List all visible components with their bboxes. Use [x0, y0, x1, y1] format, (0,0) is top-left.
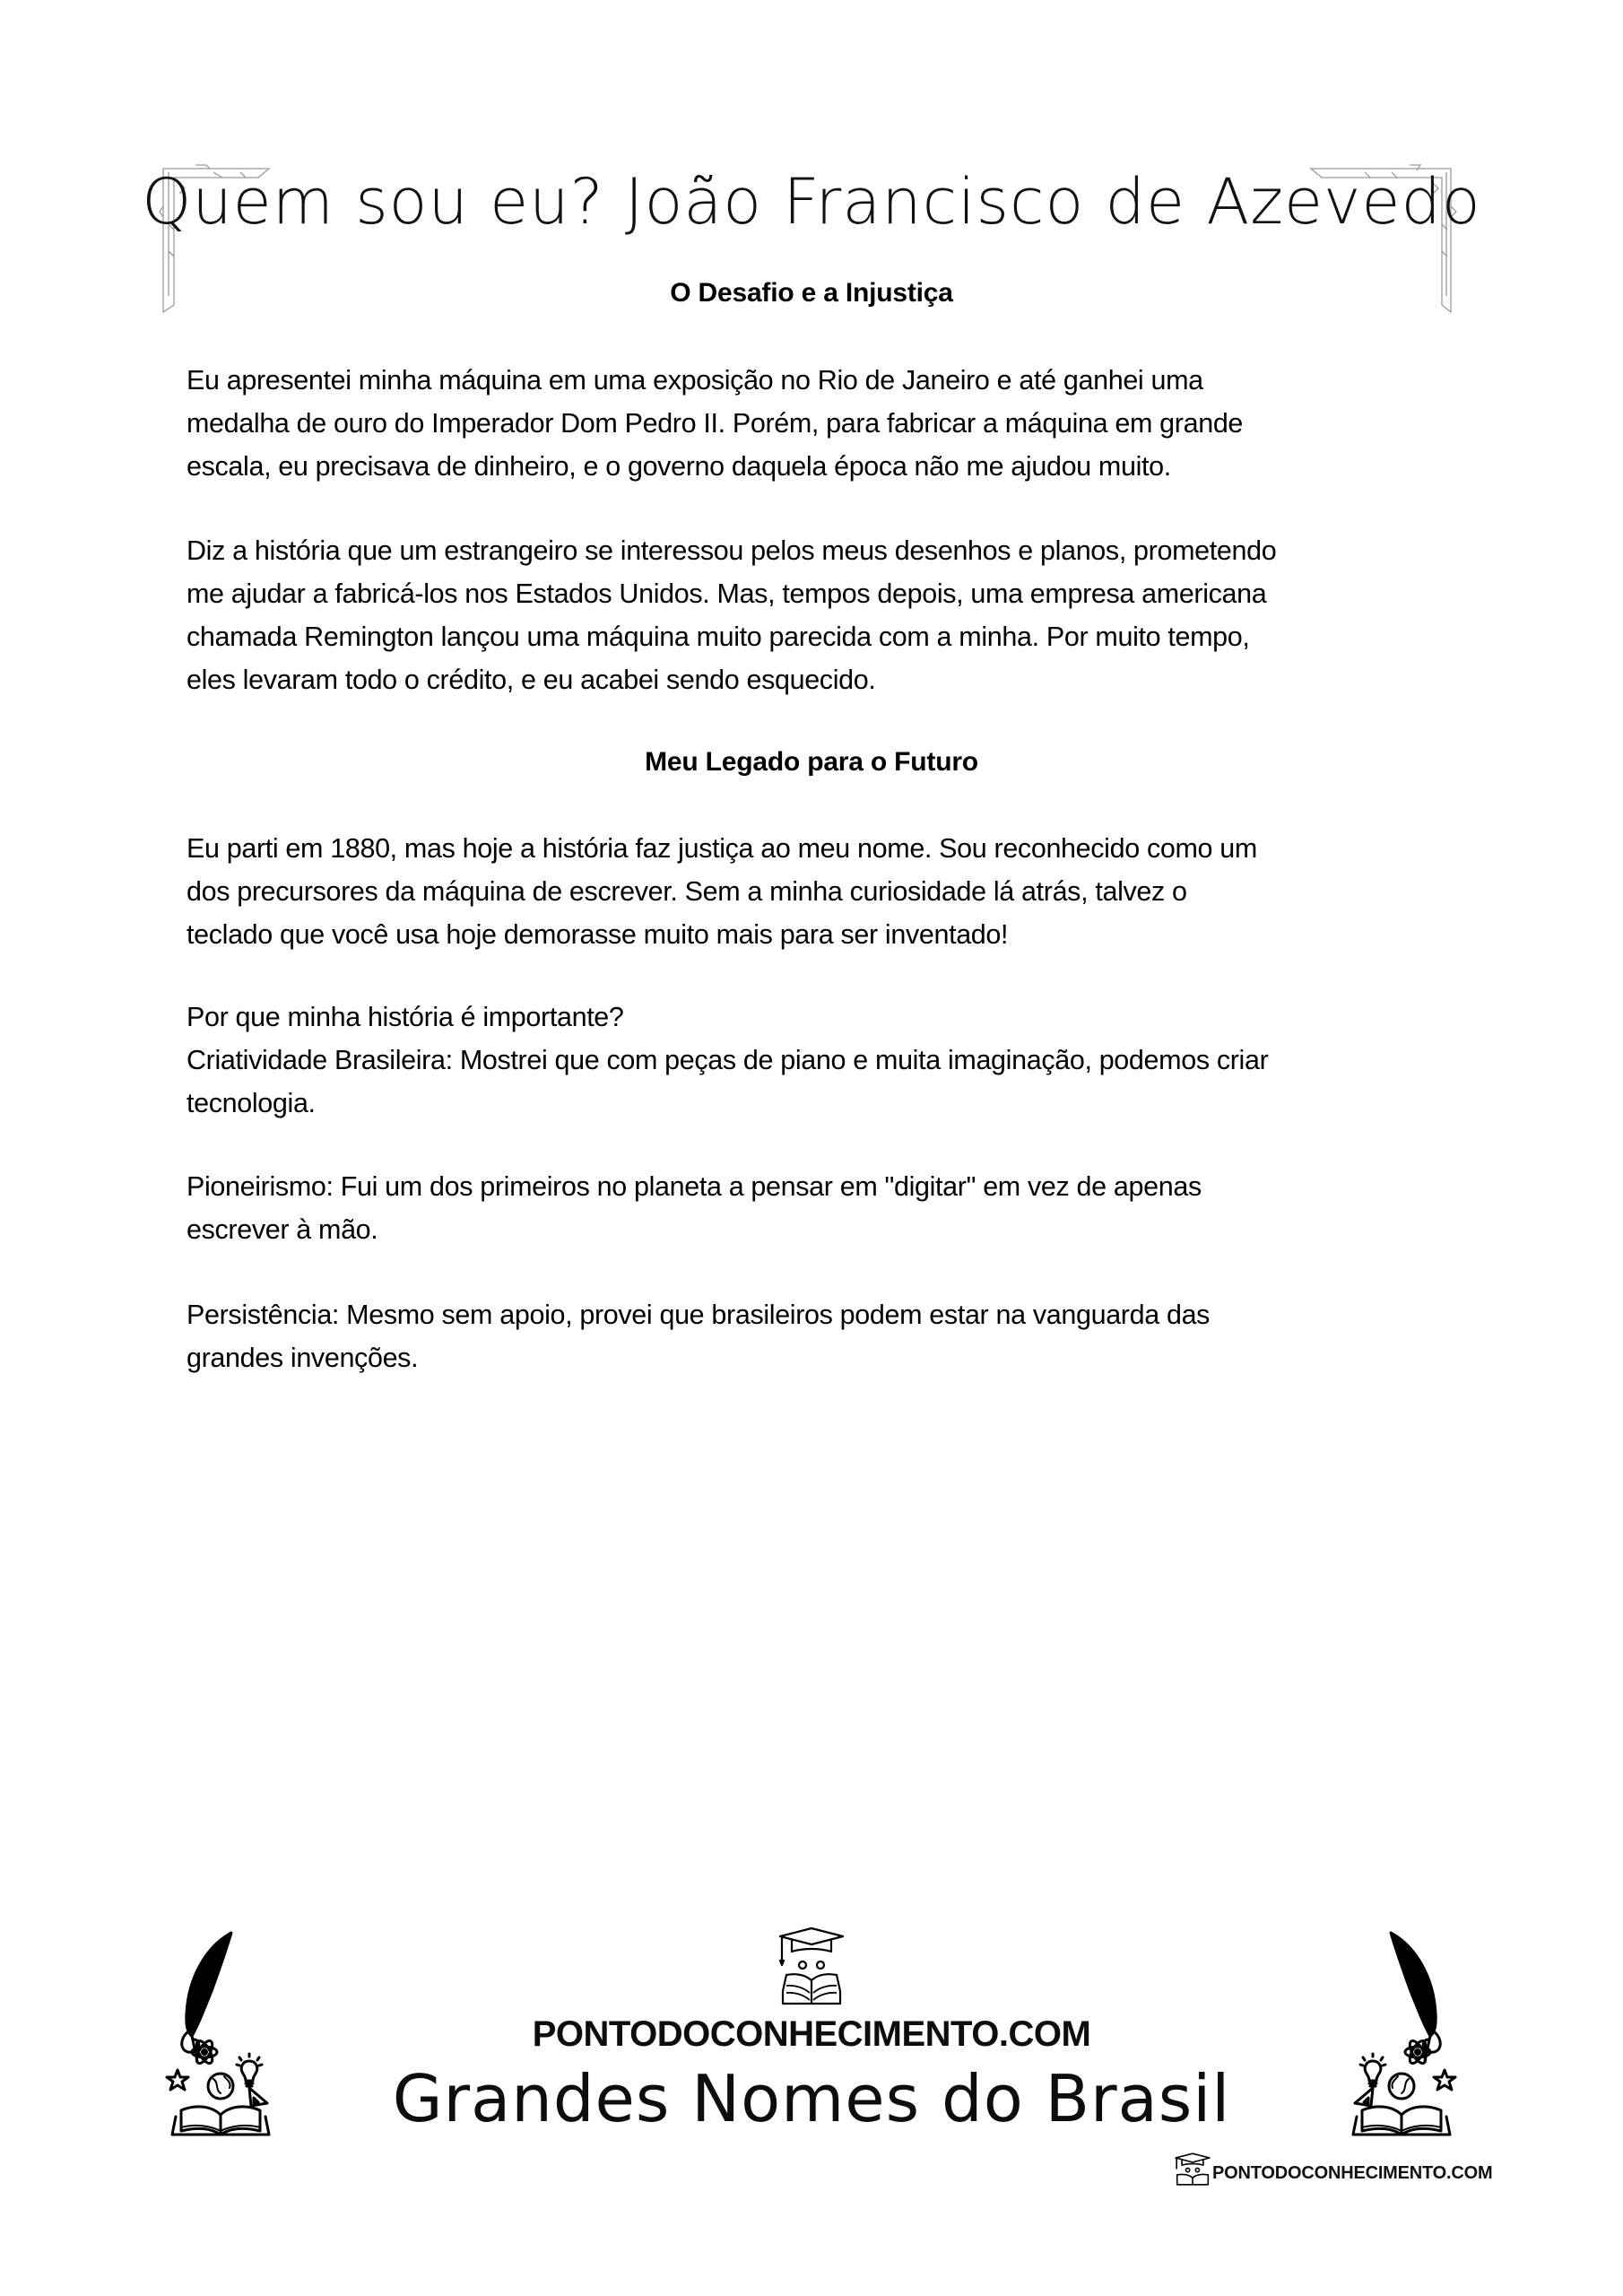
- watermark-url: PONTODOCONHECIMENTO.COM: [1212, 2163, 1493, 2183]
- text-line: Diz a história que um estrangeiro se interessou pelos meus desenhos e planos, prometendo: [187, 535, 1277, 566]
- paragraph-remington: [187, 529, 1460, 701]
- text-line: dos precursores da máquina de escrever. Sem a minha curiosidade lá atrás, talvez o: [187, 876, 1187, 907]
- paragraph-legacy: [187, 827, 1460, 956]
- paragraph-exposition: [187, 359, 1460, 488]
- text-line: grandes invenções.: [187, 1343, 419, 1373]
- text-line: teclado que você usa hoje demorasse muito mais para ser inventado!: [187, 919, 1009, 950]
- text-line: escala, eu precisava de dinheiro, e o governo daquela época não me ajudou muito.: [187, 451, 1171, 482]
- paragraph-persistence: [187, 1293, 1460, 1379]
- text-line: Por que minha história é importante?: [187, 1002, 624, 1032]
- text-line: Persistência: Mesmo sem apoio, provei que brasileiros podem estar na vanguarda das: [187, 1300, 1211, 1330]
- text-line: medalha de ouro do Imperador Dom Pedro II. Porém, para fabricar a máquina em grande: [187, 408, 1244, 439]
- text-line: escrever à mão.: [187, 1214, 378, 1245]
- text-line: Eu apresentei minha máquina em uma exposição no Rio de Janeiro e até ganhei uma: [187, 365, 1203, 396]
- series-name: Grandes Nomes do Brasil: [392, 2061, 1231, 2136]
- text-line: tecnologia.: [187, 1088, 316, 1118]
- text-line: me ajudar a fabricá-los nos Estados Unidos. Mas, tempos depois, uma empresa americana: [187, 578, 1267, 609]
- book-quill-science-icon: [1340, 1928, 1461, 2139]
- graduate-reading-book-icon: [1175, 2153, 1211, 2186]
- page-title: Quem sou eu? João Francisco de Azevedo: [142, 165, 1481, 239]
- section-heading-legacy: Meu Legado para o Futuro: [645, 747, 978, 777]
- text-line: Criatividade Brasileira: Mostrei que com peças de piano e muita imaginação, podemos criar: [187, 1045, 1269, 1075]
- text-line: eles levaram todo o crédito, e eu acabei sendo esquecido.: [187, 665, 876, 695]
- paragraph-pioneering: [187, 1165, 1460, 1251]
- text-line: Pioneirismo: Fui um dos primeiros no planeta a pensar em "digitar" em vez de apenas: [187, 1171, 1202, 1202]
- text-line: Eu parti em 1880, mas hoje a história faz justiça ao meu nome. Sou reconhecido como um: [187, 833, 1257, 864]
- section-heading-challenge: O Desafio e a Injustiça: [670, 278, 953, 308]
- text-line: chamada Remington lançou uma máquina muito parecida com a minha. Por muito tempo,: [187, 622, 1250, 652]
- graduate-reading-book-icon: [778, 1928, 845, 2005]
- site-url: PONTODOCONHECIMENTO.COM: [532, 2014, 1091, 2054]
- paragraph-creativity: [187, 996, 1460, 1125]
